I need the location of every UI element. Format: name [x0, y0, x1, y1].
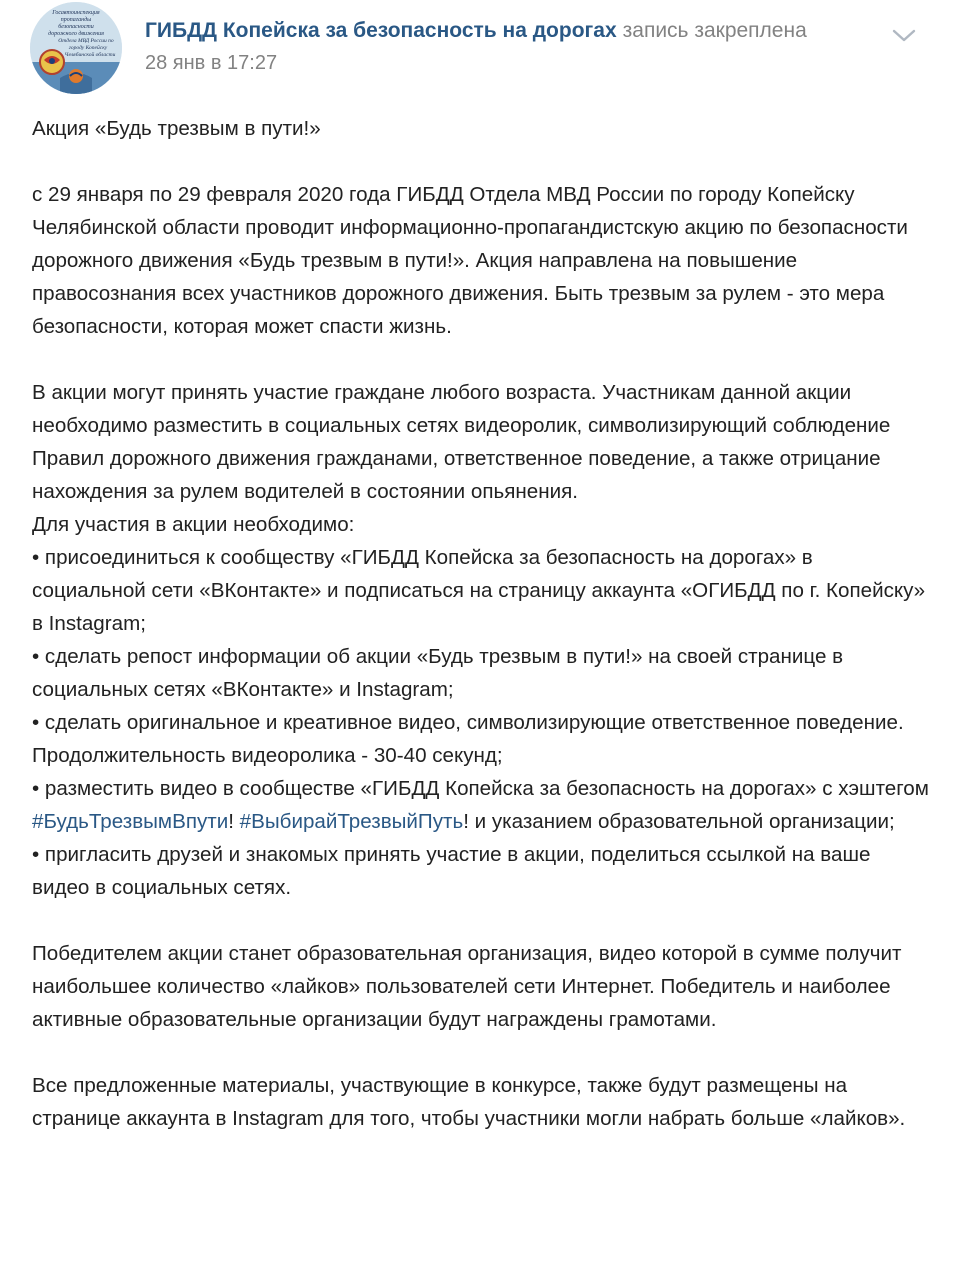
requirement-bullet: • пригласить друзей и знакомых принять участие в акции, поделиться ссылкой на ваше видео в социальных сетях.	[32, 843, 871, 899]
avatar-line: Челябинской области	[64, 52, 116, 58]
avatar-line: Отдела МВД России по	[58, 38, 114, 44]
requirement-bullet: • присоединиться к сообществу «ГИБДД Копейска за безопасность на дорогах» в социальной сети «ВКонтакте» и подписаться на страницу аккаунта «ОГИБДД по г. Копейску» в Instagram;	[32, 546, 926, 635]
police-emblem-icon	[30, 2, 122, 94]
avatar-line: городу Копейску	[68, 45, 108, 51]
chevron-down-icon	[884, 22, 924, 48]
hashtag-link[interactable]: #БудьТрезвымВпути	[32, 810, 229, 833]
participation-paragraph: В акции могут принять участие граждане любого возраста. Участникам данной акции необходимо разместить в социальных сетях видеоролик, символизирующий соблюдение Правил дорожного движения гражданами, ответственное поведение, а также отрицание нахождения за рулем водителей в состоянии опьянения.	[32, 381, 891, 503]
avatar-line: пропаганды	[60, 17, 92, 23]
winner-paragraph: Победителем акции станет образовательная организация, видео которой в сумме получит наибольшее количество «лайков» пользователей сети Интернет. Победитель и наиболее активные образовательные организации будут награждены грамотами.	[32, 942, 902, 1031]
requirements-heading: Для участия в акции необходимо:	[32, 513, 355, 536]
post-date-link[interactable]: 28 янв в 17:27	[145, 52, 278, 74]
materials-paragraph: Все предложенные материалы, участвующие в конкурсе, также будут размещены на странице аккаунта в Instagram для того, чтобы участники могли набрать больше «лайков».	[32, 1074, 906, 1130]
avatar-line: Госавтоинспекция	[52, 10, 100, 16]
pinned-label: запись закреплена	[622, 19, 807, 42]
bullet-text: ! и указанием образовательной организации;	[463, 810, 895, 833]
post-header	[0, 0, 959, 95]
requirement-bullet-hashtags	[32, 772, 932, 838]
avatar-line: безопасности	[58, 24, 94, 30]
requirement-bullet: • сделать репост информации об акции «Будь трезвым в пути!» на своей странице в социальных сетях «ВКонтакте» и Instagram;	[32, 645, 844, 701]
community-avatar[interactable]	[30, 2, 122, 94]
post-menu-button[interactable]	[884, 22, 924, 48]
post-text	[32, 112, 932, 1135]
post-intro-paragraph: с 29 января по 29 февраля 2020 года ГИБДД Отдела МВД России по городу Копейску Челябинской области проводит информационно-пропагандистскую акцию по безопасности дорожного движения «Будь трезвым в пути!». Акция направлена на повышение правосознания всех участников дорожного движения. Быть трезвым за рулем - это мера безопасности, которая может спасти жизнь.	[32, 183, 908, 338]
post-author-line	[145, 18, 807, 44]
avatar-line: дорожного движения	[48, 31, 104, 37]
post-title: Акция «Будь трезвым в пути!»	[32, 117, 321, 140]
bullet-text: • разместить видео в сообществе «ГИБДД Копейска за безопасность на дорогах» с хэштегом	[32, 777, 929, 800]
bullet-text: !	[228, 810, 240, 833]
requirement-bullet: • сделать оригинальное и креативное видео, символизирующие ответственное поведение. Продолжительность видеоролика - 30-40 секунд;	[32, 711, 904, 767]
community-name-link[interactable]: ГИБДД Копейска за безопасность на дорогах	[145, 19, 617, 42]
hashtag-link[interactable]: #ВыбирайТрезвыйПуть	[239, 810, 464, 833]
